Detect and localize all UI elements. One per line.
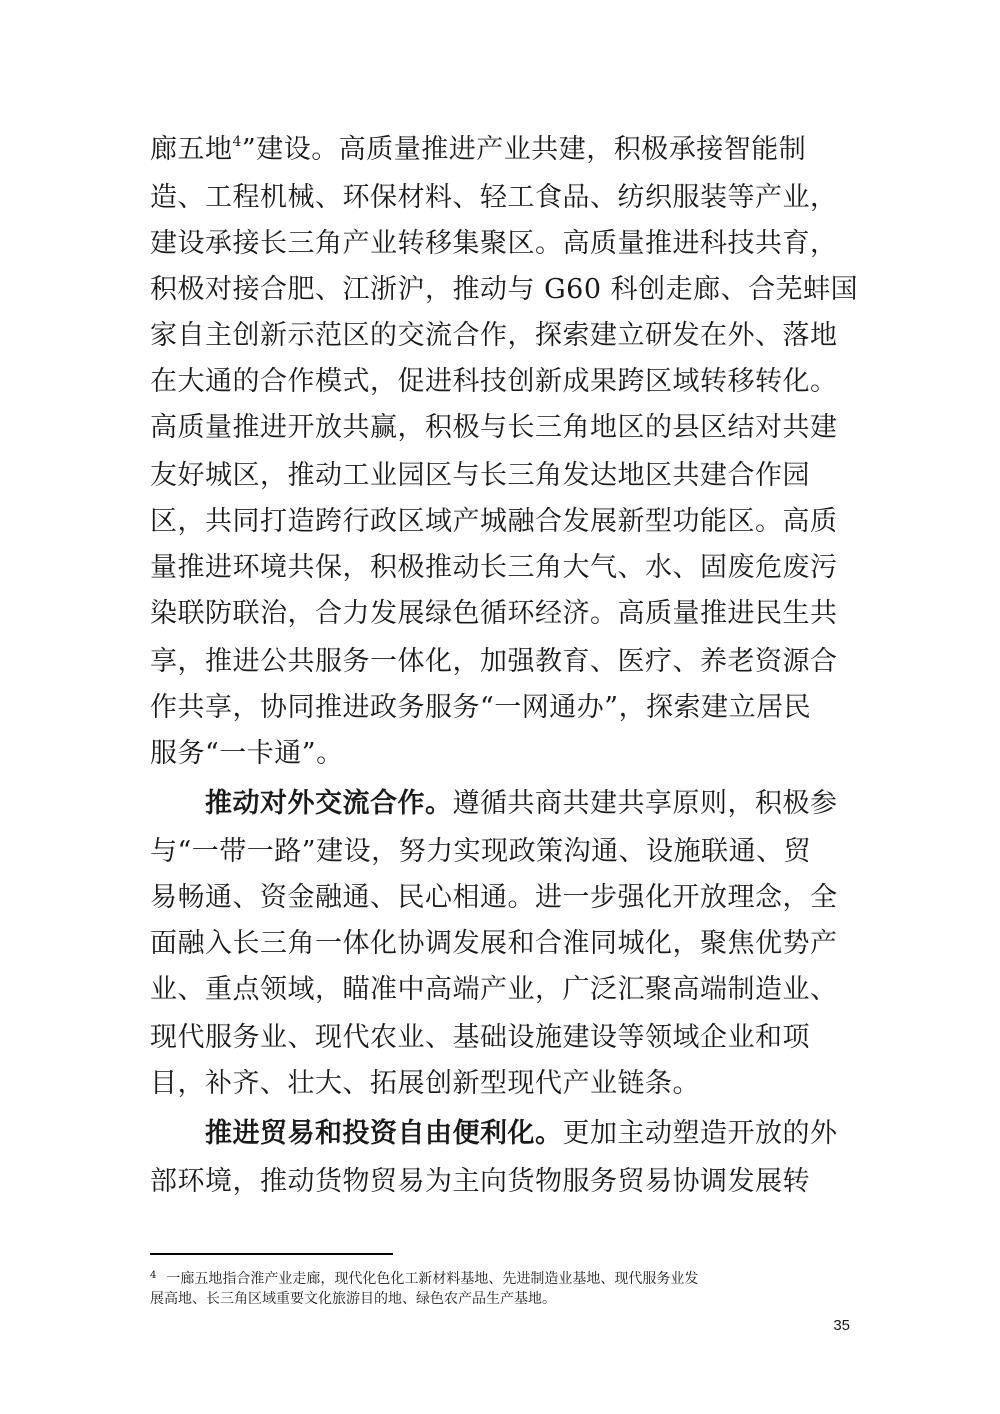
body-line-6: 在大通的合作模式，促进科技创新成果跨区域转移转化。	[150, 366, 838, 397]
footnote-number: 4	[150, 1270, 157, 1281]
line-1-start: 廊五地	[150, 134, 233, 165]
body-line-23: 部环境，推动货物贸易为主向货物服务贸易协调发展转	[150, 1166, 810, 1197]
body-line-14: 服务“一卡通”。	[150, 738, 344, 769]
body-line-8: 友好城区，推动工业园区与长三角发达地区共建合作园	[150, 460, 810, 491]
footnote-text-1: 一廊五地指合淮产业走廊，现代化色化工新材料基地、先进制造业基地、现代服务业发	[166, 1271, 699, 1287]
section-heading-external-cooperation: 推动对外交流合作。	[205, 788, 453, 819]
body-line-16: 与“一带一路”建设，努力实现政策沟通、设施联通、贸	[150, 836, 812, 867]
body-line-5: 家自主创新示范区的交流合作，探索建立研发在外、落地	[150, 320, 838, 351]
body-line-20: 现代服务业、现代农业、基础设施建设等领域企业和项	[150, 1022, 810, 1053]
body-line-13: 作共享，协同推进政务服务“一网通办”，探索建立居民	[150, 692, 812, 723]
body-line-17: 易畅通、资金融通、民心相通。进一步强化开放理念，全	[150, 882, 838, 913]
body-line-22	[205, 1112, 845, 1156]
body-line-10: 量推进环境共保，积极推动长三角大气、水、固废危废污	[150, 552, 838, 583]
footnote-separator	[150, 1253, 393, 1255]
footnote-line-2: 展高地、长三角区域重要文化旅游目的地、绿色农产品生产基地。	[150, 1291, 556, 1307]
footnote-reference[interactable]: 4	[232, 134, 242, 150]
body-line-21: 目，补齐、壮大、拓展创新型现代产业链条。	[150, 1068, 700, 1099]
line-1-rest: ”建设。高质量推进产业共建，积极承接智能制	[241, 134, 807, 165]
body-line-19: 业、重点领域，瞄准中高端产业，广泛汇聚高端制造业、	[150, 974, 838, 1005]
body-line-7: 高质量推进开放共赢，积极与长三角地区的县区结对共建	[150, 412, 838, 443]
body-line-9: 区，共同打造跨行政区域产城融合发展新型功能区。高质	[150, 506, 838, 537]
body-line-15	[205, 782, 845, 826]
line-15-rest: 遵循共商共建共享原则，积极参	[452, 788, 838, 819]
body-line-1	[150, 128, 840, 172]
body-line-12: 享，推进公共服务一体化，加强教育、医疗、养老资源合	[150, 646, 838, 677]
body-line-11: 染联防联治，合力发展绿色循环经济。高质量推进民生共	[150, 598, 838, 629]
body-line-18: 面融入长三角一体化协调发展和合淮同城化，聚焦优势产	[150, 928, 838, 959]
body-line-3: 建设承接长三角产业转移集聚区。高质量推进科技共育，	[150, 228, 838, 259]
body-line-2: 造、工程机械、环保材料、轻工食品、纺织服装等产业，	[150, 182, 838, 213]
page-number: 35	[833, 1317, 850, 1334]
line-22-rest: 更加主动塑造开放的外	[562, 1118, 838, 1149]
body-line-4: 积极对接合肥、江浙沪，推动与 G60 科创走廊、合芜蚌国	[150, 274, 859, 305]
footnote-line-1	[150, 1266, 850, 1289]
section-heading-trade-facilitation: 推进贸易和投资自由便利化。	[205, 1118, 563, 1149]
